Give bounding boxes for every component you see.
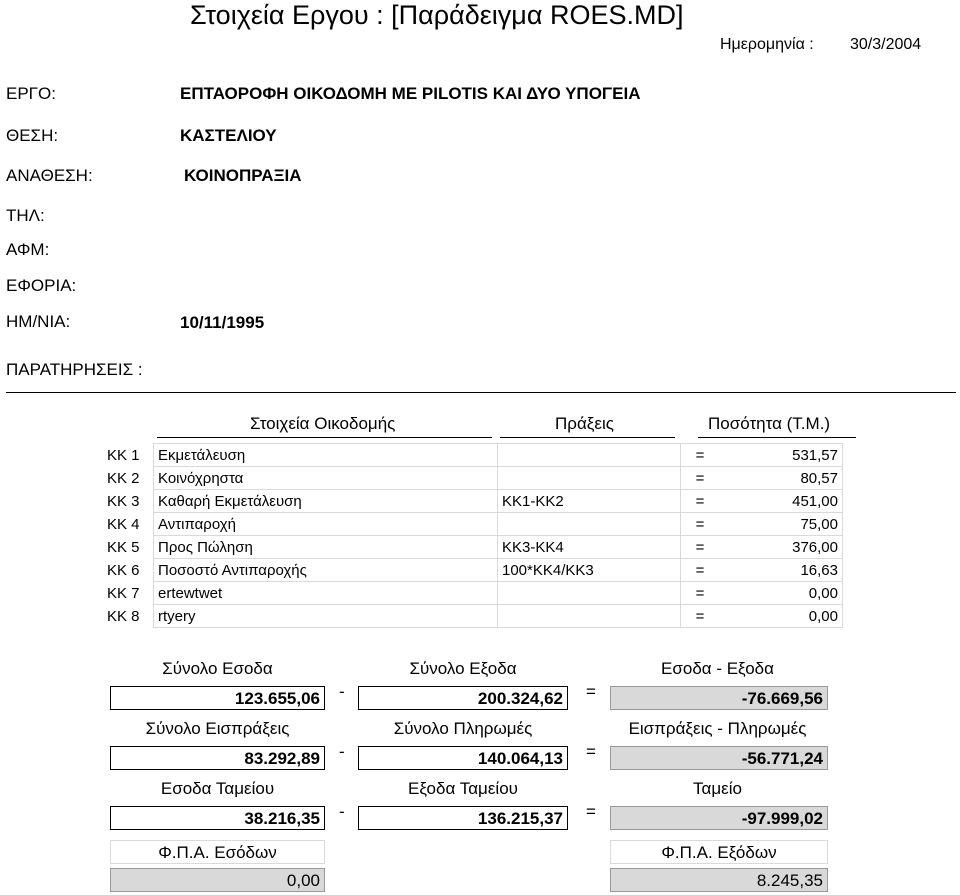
total-income-field[interactable]: 123.655,06	[110, 686, 325, 710]
vat-expenses-label: Φ.Π.Α. Εξόδων	[610, 840, 828, 864]
row-quantity[interactable]: 16,63	[719, 559, 843, 582]
phone-label: ΤΗΛ:	[6, 206, 45, 225]
row-action[interactable]: 100*ΚΚ4/ΚΚ3	[498, 559, 681, 582]
cash-field: -97.999,02	[610, 806, 828, 830]
cash-expenses-label: Εξοδα Ταμείου	[408, 779, 518, 798]
table-row	[105, 467, 843, 490]
row-code: ΚΚ 8	[107, 607, 140, 625]
row-description[interactable]: Ποσοστό Αντιπαροχής	[154, 559, 498, 582]
remarks-divider	[6, 392, 956, 393]
receipts-minus-payments-label: Εισπράξεις - Πληρωμές	[628, 719, 807, 738]
row-description[interactable]: Προς Πώληση	[154, 536, 498, 559]
row-code: ΚΚ 4	[107, 515, 140, 533]
table-row	[105, 536, 843, 559]
minus-sign: -	[339, 742, 345, 761]
equals-sign: =	[586, 742, 596, 761]
table-row	[105, 559, 843, 582]
row-equals: =	[681, 605, 720, 628]
row-quantity[interactable]: 376,00	[719, 536, 843, 559]
table-row	[105, 444, 843, 467]
row-quantity[interactable]: 531,57	[719, 444, 843, 467]
page-title: Στοιχεία Εργου : [Παράδειγμα ROES.MD]	[190, 0, 684, 30]
header-underline-data	[157, 437, 492, 438]
row-quantity[interactable]: 0,00	[719, 605, 843, 628]
row-description[interactable]: Καθαρή Εκμετάλευση	[154, 490, 498, 513]
cash-income-field[interactable]: 38.216,35	[110, 806, 325, 830]
equals-sign: =	[586, 682, 596, 701]
table-row	[105, 513, 843, 536]
row-code: ΚΚ 3	[107, 492, 140, 510]
row-quantity[interactable]: 451,00	[719, 490, 843, 513]
vat-expenses-field: 8.245,35	[610, 868, 828, 892]
minus-sign: -	[339, 802, 345, 821]
receipts-minus-payments-field: -56.771,24	[610, 746, 828, 770]
row-action[interactable]	[498, 444, 681, 467]
total-expenses-label: Σύνολο Εξοδα	[409, 659, 517, 678]
remarks-label: ΠΑΡΑΤΗΡΗΣΕΙΣ :	[6, 360, 143, 379]
row-action[interactable]: ΚΚ1-ΚΚ2	[498, 490, 681, 513]
total-payments-field[interactable]: 140.064,13	[358, 746, 568, 770]
date-field-value: 10/11/1995	[180, 313, 265, 332]
date-value: 30/3/2004	[850, 36, 922, 53]
assignment-label: ΑΝΑΘΕΣΗ:	[6, 166, 93, 185]
row-code: ΚΚ 1	[107, 446, 140, 464]
vat-number-label: ΑΦΜ:	[6, 240, 50, 259]
row-equals: =	[681, 467, 720, 490]
row-description[interactable]: rtyery	[154, 605, 498, 628]
assignment-value: ΚΟΙΝΟΠΡΑΞΙΑ	[184, 166, 302, 185]
row-description[interactable]: Κοινόχρηστα	[154, 467, 498, 490]
row-description[interactable]: ertewtwet	[154, 582, 498, 605]
cash-label: Ταμείο	[693, 779, 742, 798]
table-row	[105, 582, 843, 605]
row-equals: =	[681, 582, 720, 605]
project-label: ΕΡΓΟ:	[6, 84, 56, 103]
equals-sign: =	[586, 802, 596, 821]
date-field-label: ΗΜ/ΝΙΑ:	[6, 312, 71, 331]
total-income-label: Σύνολο Εσοδα	[162, 659, 273, 678]
date-label: Ημερομηνία :	[720, 36, 814, 53]
vat-income-field: 0,00	[110, 868, 325, 892]
cash-expenses-field[interactable]: 136.215,37	[358, 806, 568, 830]
header-actions: Πράξεις	[555, 414, 614, 433]
row-code: ΚΚ 6	[107, 561, 140, 579]
total-receipts-label: Σύνολο Εισπράξεις	[145, 719, 290, 738]
row-equals: =	[681, 444, 720, 467]
row-code: ΚΚ 2	[107, 469, 140, 487]
total-expenses-field[interactable]: 200.324,62	[358, 686, 568, 710]
row-code: ΚΚ 5	[107, 538, 140, 556]
row-action[interactable]	[498, 467, 681, 490]
row-action[interactable]	[498, 582, 681, 605]
row-quantity[interactable]: 75,00	[719, 513, 843, 536]
tax-office-label: ΕΦΟΡΙΑ:	[6, 276, 77, 295]
table-row	[105, 605, 843, 628]
header-building-data: Στοιχεία Οικοδομής	[250, 414, 396, 433]
table-row	[105, 490, 843, 513]
income-minus-expenses-field: -76.669,56	[610, 686, 828, 710]
row-action[interactable]	[498, 605, 681, 628]
total-receipts-field[interactable]: 83.292,89	[110, 746, 325, 770]
header-quantity: Ποσότητα (Τ.Μ.)	[708, 414, 831, 433]
row-equals: =	[681, 536, 720, 559]
row-description[interactable]: Αντιπαροχή	[154, 513, 498, 536]
income-minus-expenses-label: Εσοδα - Εξοδα	[661, 659, 774, 678]
row-equals: =	[681, 559, 720, 582]
header-underline-quantity	[698, 437, 856, 438]
row-description[interactable]: Εκμετάλευση	[154, 444, 498, 467]
project-value: ΕΠΤΑΟΡΟΦΗ ΟΙΚΟΔΟΜΗ ΜΕ PILOTIS ΚΑΙ ΔΥΟ ΥΠΟΓΕΙΑ	[180, 84, 641, 103]
row-action[interactable]	[498, 513, 681, 536]
cash-income-label: Εσοδα Ταμείου	[160, 779, 275, 798]
row-equals: =	[681, 513, 720, 536]
row-quantity[interactable]: 80,57	[719, 467, 843, 490]
total-payments-label: Σύνολο Πληρωμές	[393, 719, 533, 738]
vat-income-label: Φ.Π.Α. Εσόδων	[110, 840, 325, 864]
location-label: ΘΕΣΗ:	[6, 126, 59, 145]
row-action[interactable]: ΚΚ3-ΚΚ4	[498, 536, 681, 559]
row-code: ΚΚ 7	[107, 584, 140, 602]
row-equals: =	[681, 490, 720, 513]
header-underline-actions	[500, 437, 675, 438]
row-quantity[interactable]: 0,00	[719, 582, 843, 605]
location-value: ΚΑΣΤΕΛΙΟΥ	[180, 126, 277, 145]
building-data-table	[105, 443, 843, 628]
minus-sign: -	[339, 682, 345, 701]
